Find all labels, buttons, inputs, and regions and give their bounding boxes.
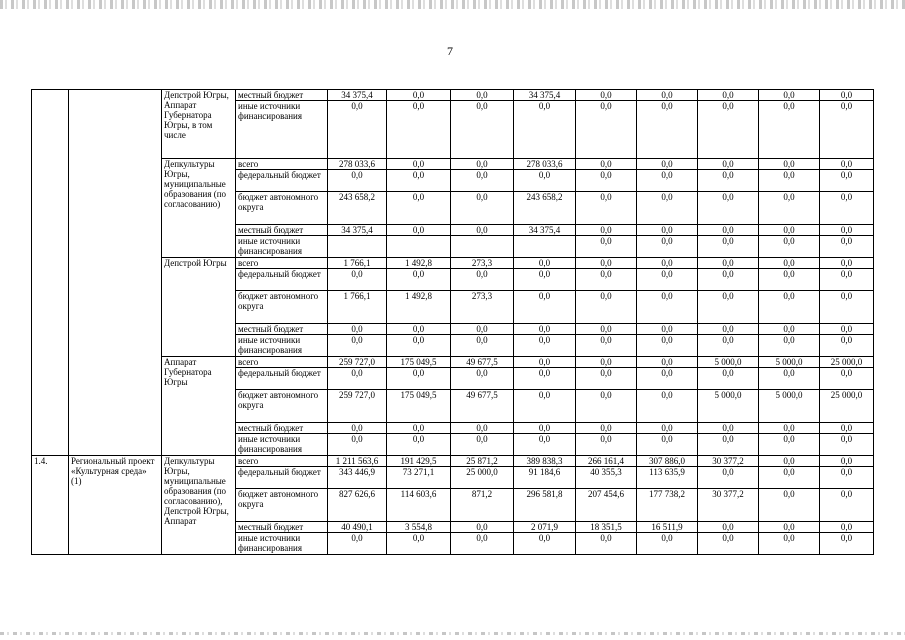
amount-cell: 0,0 bbox=[576, 368, 637, 390]
amount-cell: 0,0 bbox=[820, 170, 874, 192]
amount-cell: 0,0 bbox=[759, 467, 820, 489]
amount-cell: 0,0 bbox=[451, 90, 514, 101]
amount-cell: 0,0 bbox=[698, 170, 759, 192]
funding-source-cell: федеральный бюджет bbox=[236, 368, 328, 390]
amount-cell: 34 375,4 bbox=[328, 225, 387, 236]
amount-cell: 0,0 bbox=[387, 170, 451, 192]
amount-cell: 0,0 bbox=[451, 159, 514, 170]
amount-cell: 0,0 bbox=[576, 258, 637, 269]
amount-cell: 0,0 bbox=[328, 324, 387, 335]
amount-cell: 0,0 bbox=[820, 258, 874, 269]
amount-cell: 0,0 bbox=[637, 434, 698, 456]
amount-cell: 0,0 bbox=[637, 335, 698, 357]
amount-cell: 0,0 bbox=[698, 434, 759, 456]
amount-cell: 1 492,8 bbox=[387, 258, 451, 269]
amount-cell: 0,0 bbox=[637, 368, 698, 390]
amount-cell: 0,0 bbox=[387, 533, 451, 555]
amount-cell: 40 355,3 bbox=[576, 467, 637, 489]
amount-cell: 34 375,4 bbox=[514, 90, 576, 101]
amount-cell bbox=[451, 236, 514, 258]
amount-cell: 0,0 bbox=[514, 101, 576, 159]
amount-cell: 0,0 bbox=[328, 335, 387, 357]
amount-cell: 0,0 bbox=[698, 324, 759, 335]
amount-cell: 266 161,4 bbox=[576, 456, 637, 467]
amount-cell: 0,0 bbox=[514, 533, 576, 555]
item-title-cell bbox=[69, 90, 162, 456]
amount-cell: 0,0 bbox=[637, 533, 698, 555]
funding-source-cell: иные источники финансирования bbox=[236, 533, 328, 555]
amount-cell: 25 000,0 bbox=[820, 357, 874, 368]
amount-cell: 343 446,9 bbox=[328, 467, 387, 489]
amount-cell: 0,0 bbox=[451, 324, 514, 335]
amount-cell: 0,0 bbox=[698, 368, 759, 390]
amount-cell: 0,0 bbox=[759, 291, 820, 324]
amount-cell bbox=[328, 236, 387, 258]
amount-cell: 0,0 bbox=[576, 192, 637, 225]
amount-cell: 0,0 bbox=[576, 423, 637, 434]
executor-cell: Аппарат Губернатора Югры bbox=[162, 357, 236, 456]
amount-cell: 0,0 bbox=[514, 357, 576, 368]
amount-cell: 0,0 bbox=[820, 423, 874, 434]
funding-source-cell: местный бюджет bbox=[236, 324, 328, 335]
executor-cell: Депстрой Югры, Аппарат Губернатора Югры, в том числе bbox=[162, 90, 236, 159]
amount-cell: 0,0 bbox=[698, 423, 759, 434]
amount-cell: 0,0 bbox=[637, 225, 698, 236]
funding-source-cell: бюджет автономного округа bbox=[236, 390, 328, 423]
funding-source-cell: иные источники финансирования bbox=[236, 335, 328, 357]
amount-cell: 0,0 bbox=[387, 324, 451, 335]
amount-cell: 0,0 bbox=[328, 533, 387, 555]
amount-cell: 0,0 bbox=[820, 522, 874, 533]
amount-cell: 0,0 bbox=[820, 533, 874, 555]
amount-cell: 273,3 bbox=[451, 291, 514, 324]
amount-cell: 0,0 bbox=[387, 90, 451, 101]
amount-cell: 207 454,6 bbox=[576, 489, 637, 522]
amount-cell: 0,0 bbox=[387, 192, 451, 225]
amount-cell: 0,0 bbox=[576, 101, 637, 159]
amount-cell: 0,0 bbox=[820, 291, 874, 324]
amount-cell: 1 492,8 bbox=[387, 291, 451, 324]
amount-cell: 25 000,0 bbox=[820, 390, 874, 423]
amount-cell: 0,0 bbox=[576, 269, 637, 291]
amount-cell: 278 033,6 bbox=[328, 159, 387, 170]
amount-cell: 49 677,5 bbox=[451, 357, 514, 368]
amount-cell: 73 271,1 bbox=[387, 467, 451, 489]
amount-cell: 0,0 bbox=[514, 258, 576, 269]
amount-cell: 0,0 bbox=[698, 467, 759, 489]
amount-cell: 0,0 bbox=[698, 159, 759, 170]
amount-cell bbox=[514, 236, 576, 258]
amount-cell: 34 375,4 bbox=[328, 90, 387, 101]
amount-cell: 296 581,8 bbox=[514, 489, 576, 522]
amount-cell: 0,0 bbox=[637, 324, 698, 335]
amount-cell: 259 727,0 bbox=[328, 390, 387, 423]
amount-cell: 0,0 bbox=[820, 368, 874, 390]
amount-cell: 0,0 bbox=[514, 434, 576, 456]
amount-cell: 0,0 bbox=[387, 159, 451, 170]
amount-cell: 0,0 bbox=[820, 236, 874, 258]
amount-cell: 871,2 bbox=[451, 489, 514, 522]
amount-cell: 0,0 bbox=[759, 258, 820, 269]
amount-cell: 0,0 bbox=[759, 236, 820, 258]
amount-cell: 0,0 bbox=[759, 533, 820, 555]
amount-cell: 0,0 bbox=[514, 390, 576, 423]
amount-cell: 0,0 bbox=[698, 236, 759, 258]
amount-cell: 0,0 bbox=[451, 225, 514, 236]
amount-cell: 0,0 bbox=[637, 159, 698, 170]
amount-cell: 1 766,1 bbox=[328, 291, 387, 324]
amount-cell: 0,0 bbox=[698, 225, 759, 236]
funding-source-cell: бюджет автономного округа bbox=[236, 291, 328, 324]
amount-cell: 0,0 bbox=[451, 101, 514, 159]
amount-cell: 0,0 bbox=[328, 269, 387, 291]
amount-cell: 0,0 bbox=[387, 269, 451, 291]
funding-source-cell: местный бюджет bbox=[236, 522, 328, 533]
amount-cell bbox=[387, 236, 451, 258]
amount-cell: 0,0 bbox=[451, 423, 514, 434]
amount-cell: 0,0 bbox=[387, 368, 451, 390]
amount-cell: 3 554,8 bbox=[387, 522, 451, 533]
amount-cell: 113 635,9 bbox=[637, 467, 698, 489]
amount-cell: 25 000,0 bbox=[451, 467, 514, 489]
amount-cell: 0,0 bbox=[759, 522, 820, 533]
budget-table-body bbox=[32, 90, 874, 555]
executor-cell: Депкультуры Югры, муниципальные образования (по согласованию) bbox=[162, 159, 236, 258]
amount-cell: 243 658,2 bbox=[514, 192, 576, 225]
amount-cell: 0,0 bbox=[759, 90, 820, 101]
amount-cell: 5 000,0 bbox=[698, 390, 759, 423]
funding-source-cell: федеральный бюджет bbox=[236, 269, 328, 291]
scan-bottom-border bbox=[0, 632, 905, 635]
amount-cell: 0,0 bbox=[328, 101, 387, 159]
amount-cell: 0,0 bbox=[820, 101, 874, 159]
amount-cell: 0,0 bbox=[759, 225, 820, 236]
amount-cell: 0,0 bbox=[451, 368, 514, 390]
amount-cell: 0,0 bbox=[820, 225, 874, 236]
amount-cell: 0,0 bbox=[514, 269, 576, 291]
amount-cell: 0,0 bbox=[387, 225, 451, 236]
amount-cell: 0,0 bbox=[820, 324, 874, 335]
amount-cell: 0,0 bbox=[637, 390, 698, 423]
amount-cell: 1 766,1 bbox=[328, 258, 387, 269]
amount-cell: 0,0 bbox=[387, 423, 451, 434]
table-row bbox=[32, 90, 874, 101]
amount-cell: 0,0 bbox=[387, 434, 451, 456]
amount-cell: 0,0 bbox=[698, 533, 759, 555]
funding-source-cell: местный бюджет bbox=[236, 90, 328, 101]
amount-cell: 0,0 bbox=[576, 357, 637, 368]
amount-cell: 389 838,3 bbox=[514, 456, 576, 467]
amount-cell: 0,0 bbox=[820, 90, 874, 101]
amount-cell: 0,0 bbox=[451, 335, 514, 357]
amount-cell: 2 071,9 bbox=[514, 522, 576, 533]
amount-cell: 0,0 bbox=[637, 90, 698, 101]
funding-source-cell: всего bbox=[236, 456, 328, 467]
amount-cell: 0,0 bbox=[637, 170, 698, 192]
amount-cell: 1 211 563,6 bbox=[328, 456, 387, 467]
amount-cell: 0,0 bbox=[576, 90, 637, 101]
amount-cell: 0,0 bbox=[637, 192, 698, 225]
amount-cell: 0,0 bbox=[637, 269, 698, 291]
amount-cell: 0,0 bbox=[759, 489, 820, 522]
amount-cell: 307 886,0 bbox=[637, 456, 698, 467]
amount-cell: 0,0 bbox=[820, 192, 874, 225]
amount-cell: 0,0 bbox=[820, 159, 874, 170]
executor-cell: Депкультуры Югры, муниципальные образования (по согласованию), Депстрой Югры, Аппарат bbox=[162, 456, 236, 555]
funding-source-cell: местный бюджет bbox=[236, 423, 328, 434]
amount-cell: 0,0 bbox=[451, 269, 514, 291]
amount-cell: 0,0 bbox=[576, 324, 637, 335]
amount-cell: 0,0 bbox=[576, 390, 637, 423]
amount-cell: 0,0 bbox=[514, 423, 576, 434]
page-number: 7 bbox=[447, 44, 453, 58]
scan-top-border bbox=[0, 0, 905, 9]
amount-cell: 30 377,2 bbox=[698, 456, 759, 467]
amount-cell: 0,0 bbox=[576, 434, 637, 456]
amount-cell: 0,0 bbox=[328, 423, 387, 434]
amount-cell: 0,0 bbox=[759, 368, 820, 390]
amount-cell: 0,0 bbox=[576, 291, 637, 324]
item-title: Региональный проект «Культурная среда» (1) bbox=[69, 456, 162, 555]
funding-source-cell: иные источники финансирования bbox=[236, 434, 328, 456]
amount-cell: 0,0 bbox=[576, 533, 637, 555]
amount-cell: 0,0 bbox=[698, 192, 759, 225]
amount-cell: 0,0 bbox=[576, 170, 637, 192]
amount-cell: 0,0 bbox=[698, 101, 759, 159]
amount-cell: 0,0 bbox=[451, 522, 514, 533]
amount-cell: 0,0 bbox=[328, 170, 387, 192]
amount-cell: 0,0 bbox=[514, 335, 576, 357]
amount-cell: 0,0 bbox=[759, 434, 820, 456]
table-row bbox=[32, 456, 874, 467]
amount-cell: 0,0 bbox=[820, 456, 874, 467]
funding-source-cell: иные источники финансирования bbox=[236, 101, 328, 159]
amount-cell: 49 677,5 bbox=[451, 390, 514, 423]
executor-cell: Депстрой Югры bbox=[162, 258, 236, 357]
amount-cell: 278 033,6 bbox=[514, 159, 576, 170]
amount-cell: 0,0 bbox=[698, 291, 759, 324]
amount-cell: 0,0 bbox=[637, 423, 698, 434]
amount-cell: 0,0 bbox=[576, 236, 637, 258]
amount-cell: 0,0 bbox=[759, 269, 820, 291]
amount-cell: 0,0 bbox=[759, 324, 820, 335]
amount-cell: 0,0 bbox=[514, 324, 576, 335]
amount-cell: 0,0 bbox=[820, 335, 874, 357]
amount-cell: 0,0 bbox=[820, 434, 874, 456]
amount-cell: 0,0 bbox=[698, 90, 759, 101]
amount-cell: 0,0 bbox=[820, 269, 874, 291]
amount-cell: 175 049,5 bbox=[387, 357, 451, 368]
funding-source-cell: федеральный бюджет bbox=[236, 467, 328, 489]
amount-cell: 0,0 bbox=[387, 101, 451, 159]
amount-cell: 259 727,0 bbox=[328, 357, 387, 368]
amount-cell: 243 658,2 bbox=[328, 192, 387, 225]
funding-source-cell: всего bbox=[236, 159, 328, 170]
amount-cell: 0,0 bbox=[637, 291, 698, 324]
amount-cell: 0,0 bbox=[759, 456, 820, 467]
amount-cell: 5 000,0 bbox=[759, 357, 820, 368]
amount-cell: 0,0 bbox=[387, 335, 451, 357]
amount-cell: 0,0 bbox=[576, 159, 637, 170]
amount-cell: 0,0 bbox=[514, 368, 576, 390]
funding-source-cell: всего bbox=[236, 357, 328, 368]
item-number: 1.4. bbox=[32, 456, 69, 555]
amount-cell: 0,0 bbox=[820, 467, 874, 489]
amount-cell: 0,0 bbox=[698, 335, 759, 357]
funding-source-cell: бюджет автономного округа bbox=[236, 489, 328, 522]
amount-cell: 0,0 bbox=[637, 357, 698, 368]
amount-cell: 0,0 bbox=[451, 170, 514, 192]
item-number-cell bbox=[32, 90, 69, 456]
amount-cell: 34 375,4 bbox=[514, 225, 576, 236]
amount-cell: 177 738,2 bbox=[637, 489, 698, 522]
amount-cell: 114 603,6 bbox=[387, 489, 451, 522]
amount-cell: 0,0 bbox=[451, 533, 514, 555]
funding-source-cell: федеральный бюджет bbox=[236, 170, 328, 192]
amount-cell: 0,0 bbox=[328, 434, 387, 456]
amount-cell: 0,0 bbox=[698, 258, 759, 269]
amount-cell: 0,0 bbox=[698, 522, 759, 533]
amount-cell: 273,3 bbox=[451, 258, 514, 269]
amount-cell: 191 429,5 bbox=[387, 456, 451, 467]
amount-cell: 0,0 bbox=[759, 423, 820, 434]
amount-cell: 0,0 bbox=[637, 101, 698, 159]
amount-cell: 25 871,2 bbox=[451, 456, 514, 467]
amount-cell: 0,0 bbox=[698, 269, 759, 291]
amount-cell: 0,0 bbox=[451, 434, 514, 456]
amount-cell: 0,0 bbox=[759, 159, 820, 170]
funding-source-cell: всего bbox=[236, 258, 328, 269]
amount-cell: 5 000,0 bbox=[759, 390, 820, 423]
amount-cell: 0,0 bbox=[759, 192, 820, 225]
amount-cell: 0,0 bbox=[328, 368, 387, 390]
amount-cell: 30 377,2 bbox=[698, 489, 759, 522]
amount-cell: 0,0 bbox=[514, 170, 576, 192]
funding-source-cell: иные источники финансирования bbox=[236, 236, 328, 258]
amount-cell: 0,0 bbox=[576, 225, 637, 236]
amount-cell: 0,0 bbox=[514, 291, 576, 324]
amount-cell: 91 184,6 bbox=[514, 467, 576, 489]
amount-cell: 0,0 bbox=[637, 258, 698, 269]
amount-cell: 0,0 bbox=[759, 335, 820, 357]
amount-cell: 175 049,5 bbox=[387, 390, 451, 423]
funding-source-cell: местный бюджет bbox=[236, 225, 328, 236]
funding-source-cell: бюджет автономного округа bbox=[236, 192, 328, 225]
amount-cell: 40 490,1 bbox=[328, 522, 387, 533]
amount-cell: 827 626,6 bbox=[328, 489, 387, 522]
amount-cell: 5 000,0 bbox=[698, 357, 759, 368]
amount-cell: 18 351,5 bbox=[576, 522, 637, 533]
amount-cell: 16 511,9 bbox=[637, 522, 698, 533]
amount-cell: 0,0 bbox=[820, 489, 874, 522]
amount-cell: 0,0 bbox=[759, 101, 820, 159]
budget-table bbox=[31, 89, 874, 555]
amount-cell: 0,0 bbox=[576, 335, 637, 357]
amount-cell: 0,0 bbox=[759, 170, 820, 192]
amount-cell: 0,0 bbox=[451, 192, 514, 225]
amount-cell: 0,0 bbox=[637, 236, 698, 258]
